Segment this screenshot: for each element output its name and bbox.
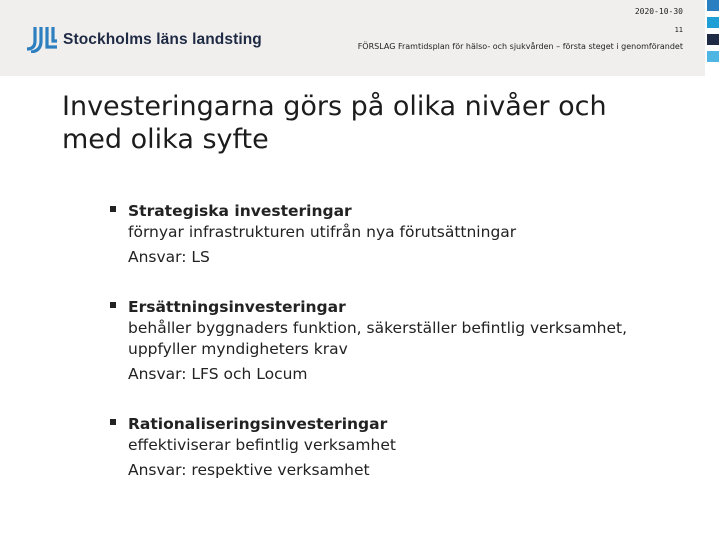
logo: [26, 27, 262, 53]
bullet-description: behåller byggnaders funktion, säkerställer befintlig verksamhet, uppfyller myndigheters krav: [128, 319, 628, 358]
bullet-heading: Strategiska investeringar: [128, 202, 352, 220]
slide-title: Investeringarna görs på olika nivåer och med olika syfte: [62, 91, 607, 155]
square-bullet-icon: [110, 302, 116, 308]
square-bullet-icon: [110, 419, 116, 425]
bullet-description: förnyar infrastrukturen utifrån nya förutsättningar: [128, 223, 517, 241]
slide-date: 2020-10-30: [634, 7, 683, 16]
color-square: [707, 34, 719, 45]
side-color-squares: [707, 0, 720, 68]
color-square: [707, 17, 719, 28]
bullet-heading: Ersättningsinvesteringar: [128, 298, 346, 316]
color-square: [707, 51, 719, 62]
list-item: [108, 201, 668, 268]
bullet-description: effektiviserar befintlig verksamhet: [128, 436, 396, 454]
square-bullet-icon: [110, 206, 116, 212]
bullet-responsible: Ansvar: LS: [128, 248, 210, 266]
document-title: FÖRSLAG Framtidsplan för hälso- och sjukvården – första steget i genomförandet: [357, 42, 683, 51]
list-item: [108, 297, 668, 385]
sll-logo-icon: [26, 27, 58, 53]
logo-text: Stockholms läns landsting: [63, 31, 262, 48]
page-number: 11: [674, 26, 683, 34]
bullet-list: [108, 201, 668, 481]
bullet-responsible: Ansvar: respektive verksamhet: [128, 461, 370, 479]
bullet-heading: Rationaliseringsinvesteringar: [128, 415, 388, 433]
header-band: [0, 0, 705, 76]
bullet-responsible: Ansvar: LFS och Locum: [128, 365, 308, 383]
list-item: [108, 414, 668, 481]
color-square: [707, 0, 719, 11]
